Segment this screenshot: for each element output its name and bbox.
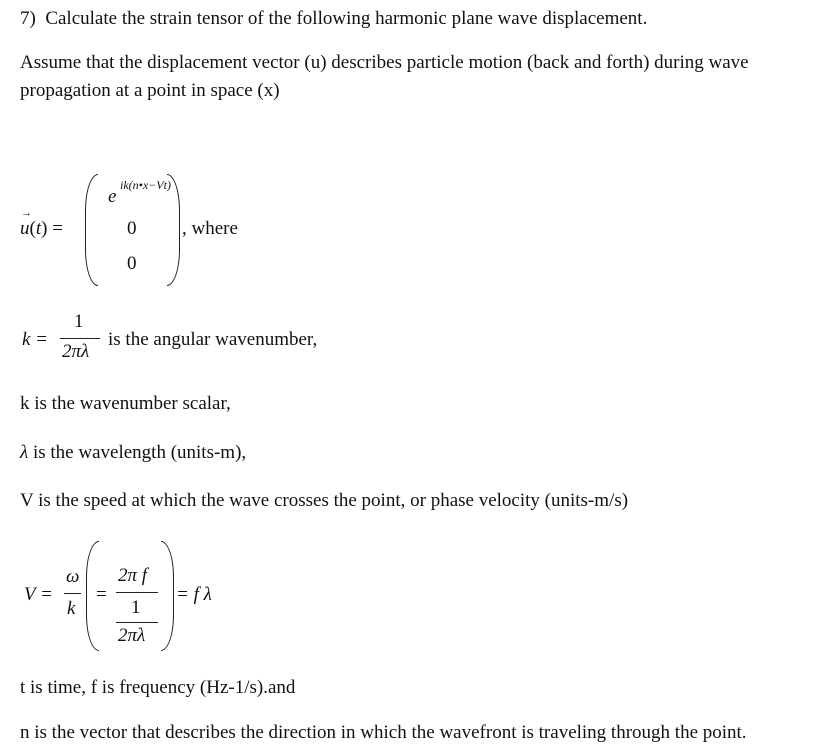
v-den-num: 1 bbox=[131, 597, 141, 618]
v-definition: V is the speed at which the wave crosses the point, or phase velocity (units-m/s) bbox=[20, 490, 629, 511]
exponent-base: e bbox=[108, 186, 117, 207]
matrix-row-2: 0 bbox=[127, 218, 137, 239]
lambda-definition: λ is the wavelength (units-m), bbox=[20, 442, 247, 463]
v-main-bar bbox=[116, 592, 158, 593]
k-lhs: k = bbox=[22, 329, 49, 350]
v-k: k bbox=[67, 598, 76, 619]
v-lhs: V = bbox=[24, 584, 53, 605]
intro-line-2: propagation at a point in space (x) bbox=[20, 80, 280, 101]
k-description: is the angular wavenumber, bbox=[108, 329, 318, 350]
k-numerator: 1 bbox=[74, 311, 84, 332]
matrix-row-3: 0 bbox=[127, 253, 137, 274]
v-den-den: 2πλ bbox=[118, 625, 146, 646]
where-text: , where bbox=[182, 218, 238, 239]
omega: ω bbox=[66, 566, 80, 587]
v-numerator: 2π f bbox=[118, 565, 148, 586]
lambda-symbol: λ bbox=[20, 442, 29, 463]
t-f-definition: t is time, f is frequency (Hz-1/s).and bbox=[20, 677, 296, 698]
exponent: ik(n•x−Vt) bbox=[120, 178, 171, 192]
intro-line-1: Assume that the displacement vector (u) describes particle motion (back and forth) during wave bbox=[20, 52, 749, 73]
k-fraction-bar bbox=[60, 338, 100, 339]
question-text: Calculate the strain tensor of the following harmonic plane wave displacement. bbox=[45, 8, 648, 29]
question-number: 7) bbox=[20, 8, 36, 29]
question-title bbox=[20, 8, 647, 30]
k-definition: k is the wavenumber scalar, bbox=[20, 393, 231, 414]
k-denominator: 2πλ bbox=[62, 341, 90, 362]
inner-equals: = bbox=[96, 584, 107, 605]
omega-k-bar bbox=[64, 593, 81, 594]
v-rhs: = f λ bbox=[176, 584, 212, 605]
v-right-paren bbox=[161, 541, 174, 651]
n-definition: n is the vector that describes the direction in which the wavefront is traveling through the point. bbox=[20, 722, 747, 743]
right-paren bbox=[167, 174, 180, 286]
left-paren bbox=[85, 174, 98, 286]
displacement-lhs: → u(t) = bbox=[20, 218, 63, 240]
v-sub-bar bbox=[116, 622, 158, 623]
